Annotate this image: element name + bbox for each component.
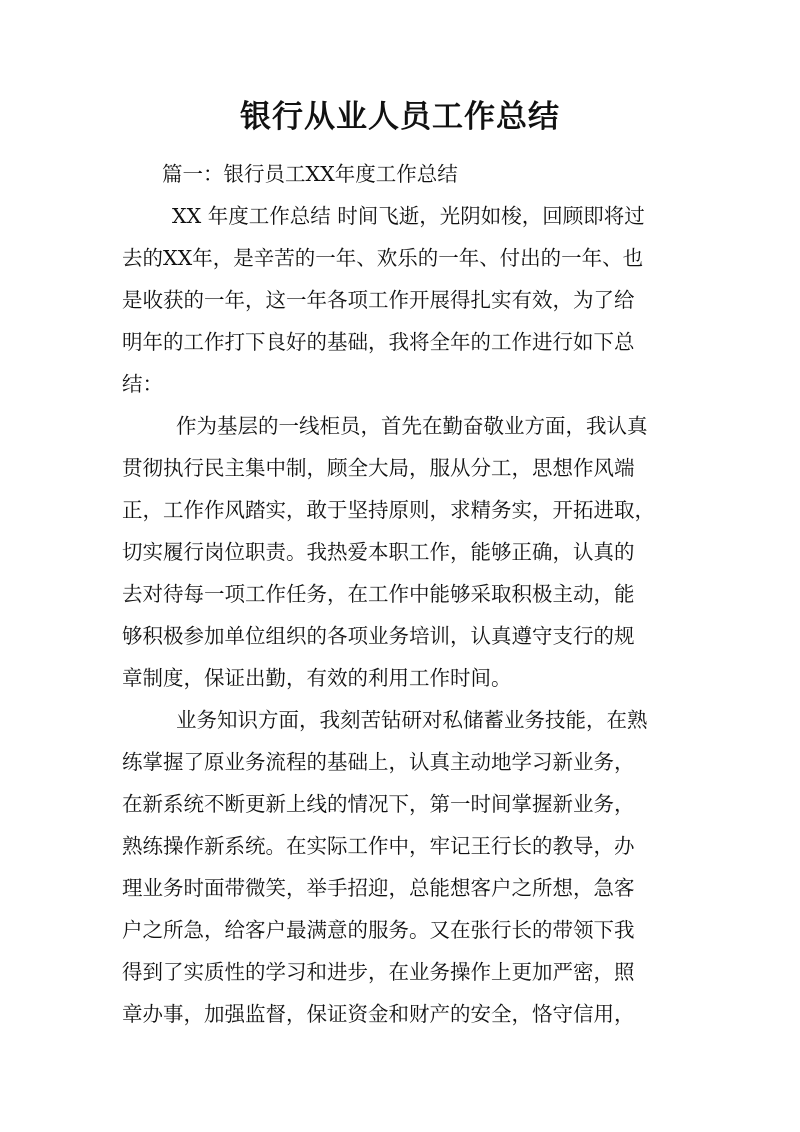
text-line: 练掌握了原业务流程的基础上，认真主动地学习新业务， [122,750,635,774]
text-line: 户之所急，给客户最满意的服务。又在张行长的带领下我 [122,918,635,942]
text-line: 去对待每一项工作任务，在工作中能够采取积极主动，能 [122,582,635,606]
text-line: 作为基层的一线柜员，首先在勤奋敬业方面，我认真 [176,414,648,438]
text-line: 是收获的一年，这一年各项工作开展得扎实有效，为了给 [122,288,635,312]
text-line: 贯彻执行民主集中制，顾全大局，服从分工，思想作风端 [122,456,635,480]
text-line: 在新系统不断更新上线的情况下，第一时间掌握新业务， [122,792,635,816]
text-line: 章制度，保证出勤，有效的利用工作时间。 [122,666,512,690]
text-line: 正，工作作风踏实，敢于坚持原则，求精务实，开拓进取， [122,498,655,522]
text-line: 理业务时面带微笑，举手招迎，总能想客户之所想，急客 [122,876,635,900]
text-line: 结： [122,372,163,396]
text-line: 得到了实质性的学习和进步，在业务操作上更加严密，照 [122,960,635,984]
text-line: 切实履行岗位职责。我热爱本职工作，能够正确，认真的 [122,540,635,564]
text-line: 明年的工作打下良好的基础，我将全年的工作进行如下总 [122,330,635,354]
text-line: 够积极参加单位组织的各项业务培训，认真遵守支行的规 [122,624,635,648]
text-line: XX 年度工作总结 时间飞逝，光阴如梭，回顾即将过 [172,204,645,228]
document-body [122,153,682,1035]
text-line: 章办事，加强监督，保证资金和财产的安全，恪守信用， [122,1002,635,1026]
text-line: 业务知识方面，我刻苦钻研对私储蓄业务技能，在熟 [176,708,648,732]
text-line: 熟练操作新系统。在实际工作中，牢记王行长的教导，办 [122,834,635,858]
text-line: 去的XX年，是辛苦的一年、欢乐的一年、付出的一年、也 [122,246,644,270]
section-heading: 篇一：银行员工XX年度工作总结 [162,162,458,186]
document-title: 银行从业人员工作总结 [240,99,560,135]
